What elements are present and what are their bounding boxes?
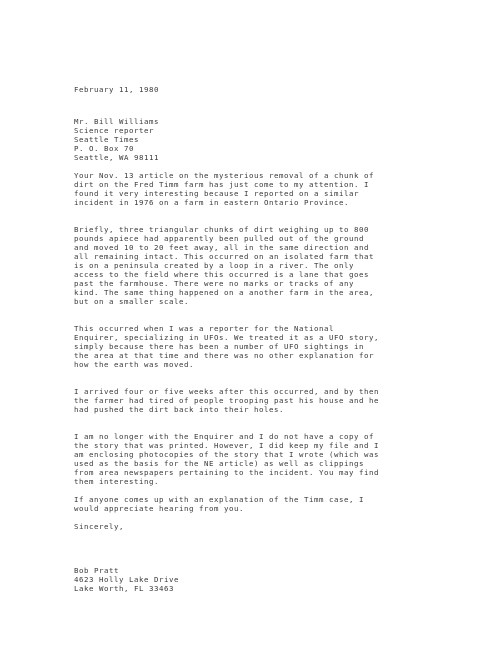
recipient-city: Seattle, WA 98111: [74, 153, 159, 162]
paragraph-line: them interesting.: [74, 477, 159, 486]
paragraph-line: kind. The same thing happened on a another farm in the area,: [74, 288, 374, 297]
paragraph-line: used as the basis for the NE article) as well as clippings: [74, 459, 364, 468]
paragraph-line: incident in 1976 on a farm in eastern Ontario Province.: [74, 198, 349, 207]
paragraph-line: This occurred when I was a reporter for the National: [74, 324, 334, 333]
paragraph-line: I arrived four or five weeks after this occurred, and by then: [74, 387, 379, 396]
letter-date: February 11, 1980: [74, 85, 159, 94]
paragraph-line: the area at that time and there was no other explanation for: [74, 351, 374, 360]
paragraph-line: If anyone comes up with an explanation of the Timm case, I: [74, 495, 364, 504]
paragraph-line: Your Nov. 13 article on the mysterious removal of a chunk of: [74, 171, 374, 180]
sender-name: Bob Pratt: [74, 566, 119, 575]
paragraph-line: the story that was printed. However, I did keep my file and I: [74, 441, 379, 450]
paragraph-line: pounds apiece had apparently been pulled out of the ground: [74, 234, 364, 243]
paragraph-line: how the earth was moved.: [74, 360, 194, 369]
paragraph-line: Briefly, three triangular chunks of dirt weighing up to 800: [74, 225, 369, 234]
paragraph-line: dirt on the Fred Timm farm has just come to my attention. I: [74, 180, 369, 189]
paragraph-line: am enclosing photocopies of the story that I wrote (which was: [74, 450, 379, 459]
recipient-po-box: P. O. Box 70: [74, 144, 134, 153]
paragraph-line: all remaining intact. This occurred on an isolated farm that: [74, 252, 374, 261]
paragraph-line: from area newspapers pertaining to the incident. You may find: [74, 468, 379, 477]
paragraph-line: found it very interesting because I reported on a similar: [74, 189, 359, 198]
paragraph-line: simply because there has been a number of UFO sightings in: [74, 342, 364, 351]
recipient-name: Mr. Bill Williams: [74, 117, 159, 126]
paragraph-line: access to the field where this occurred is a lane that goes: [74, 270, 369, 279]
paragraph-line: and moved 10 to 20 feet away, all in the same direction and: [74, 243, 369, 252]
paragraph-line: the farmer had tired of people trooping past his house and he: [74, 396, 379, 405]
paragraph-line: Enquirer, specializing in UFOs. We treated it as a UFO story,: [74, 333, 379, 342]
paragraph-line: but on a smaller scale.: [74, 297, 189, 306]
recipient-title: Science reporter: [74, 126, 154, 135]
letter-closing: Sincerely,: [74, 522, 124, 531]
paragraph-line: would appreciate hearing from you.: [74, 504, 244, 513]
recipient-organization: Seattle Times: [74, 135, 139, 144]
sender-city: Lake Worth, FL 33463: [74, 584, 174, 593]
paragraph-line: had pushed the dirt back into their holes.: [74, 405, 284, 414]
sender-street: 4623 Holly Lake Drive: [74, 575, 179, 584]
paragraph-line: is on a peninsula created by a loop in a river. The only: [74, 261, 354, 270]
paragraph-line: I am no longer with the Enquirer and I do not have a copy of: [74, 432, 374, 441]
paragraph-line: past the farmhouse. There were no marks or tracks of any: [74, 279, 354, 288]
